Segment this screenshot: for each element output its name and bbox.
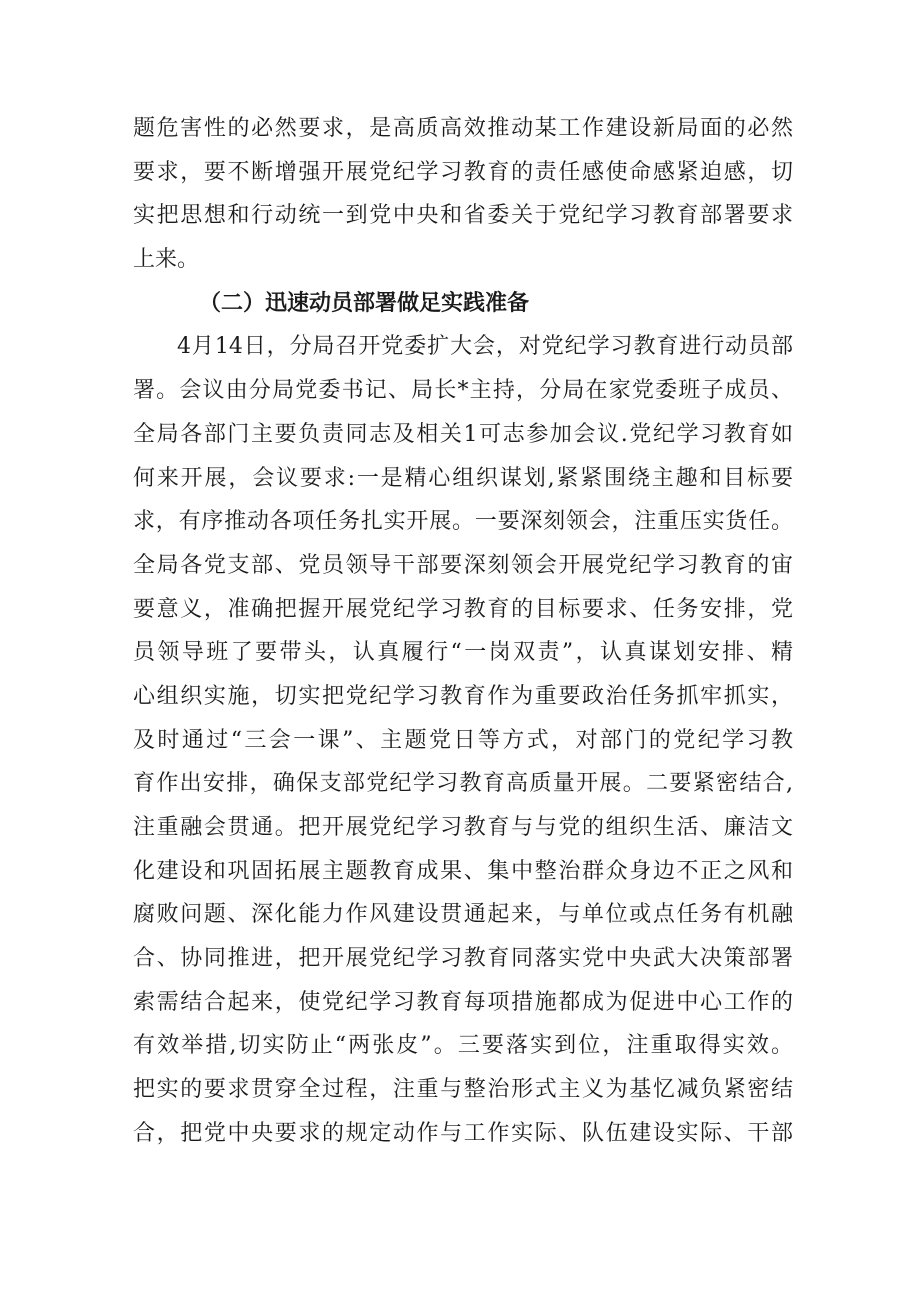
text-line: 全局各党支部、党员领导干部要深刻领会开展党纪学习教育的宙 bbox=[133, 552, 793, 578]
text-line: 员领导班了要带头，认真履行“一岗双责”，认真谋划安排、精 bbox=[133, 640, 793, 666]
text-line: 4月14日，分局召开党委扩大会，对党纪学习教育进行动员部 bbox=[177, 334, 793, 360]
text-line: 何来开展，会议要求:一是精心组织谋划,紧紧围绕主趣和目标要 bbox=[133, 465, 793, 491]
text-line: 注重融会贯通。把开展党纪学习教育与与党的组织生活、廉洁文 bbox=[133, 815, 793, 840]
document-body bbox=[133, 107, 793, 1156]
text-line: 心组织实施，切实把党纪学习教育作为重要政治任务抓牢抓实， bbox=[133, 683, 793, 709]
text-line: 实把思想和行动统一到党中央和省委关于党纪学习教育部署要求 bbox=[133, 203, 793, 229]
text-line: 上来。 bbox=[133, 247, 200, 273]
text-line: 索需结合起来，使党纪学习教育每项措施都成为促进中心工作的 bbox=[133, 989, 793, 1015]
section-heading: （二）迅速动员部署做足实践准备 bbox=[199, 289, 530, 316]
text-line: 求，有序推动各项任务扎实开展。一要深刻领会，注重压实货任。 bbox=[133, 509, 793, 535]
text-line: 合，把党中央要求的规定动作与工作实际、队伍建设实际、干部 bbox=[133, 1120, 793, 1146]
text-line: 育作出安排，确保支部党纪学习教育高质量开展。二要紧密结合, bbox=[133, 771, 793, 797]
paragraph-mobilization bbox=[133, 325, 793, 1155]
text-line: 合、协同推进，把开展党纪学习教育同落实党中央武大决策部署 bbox=[133, 946, 793, 972]
paragraph-continued bbox=[133, 107, 793, 282]
text-line: 署。会议由分局党委书记、局长*主持，分局在家党委班子成员、 bbox=[133, 378, 793, 404]
text-line: 化建设和巩固拓展主题教育成果、集中整治群众身边不正之风和 bbox=[133, 858, 793, 884]
text-line: 要意义，准确把握开展党纪学习教育的目标要求、任务安排，党 bbox=[133, 596, 793, 622]
text-line: 及时通过“三会一课”、主题党日等方式，对部门的党纪学习教 bbox=[133, 727, 793, 753]
text-line: 题危害性的必然要求，是高质高效推动某工作建设新局面的必然 bbox=[133, 116, 793, 141]
text-line: 要求，要不断增强开展党纪学习教育的责任感使命感紧迫感，切 bbox=[133, 159, 793, 185]
text-line: 腐败问题、深化能力作风建设贯通起来，与单位或点任务有机融 bbox=[133, 902, 793, 928]
text-line: 把实的要求贯穿全过程，注重与整治形式主义为基忆减负紧密结 bbox=[133, 1077, 793, 1103]
text-line: 全局各部门主要负责同志及相关1可志参加会议.党纪学习教育如 bbox=[133, 421, 793, 447]
text-line: 有效举措,切实防止“两张皮”。三要落实到位，注重取得实效。 bbox=[133, 1033, 793, 1059]
